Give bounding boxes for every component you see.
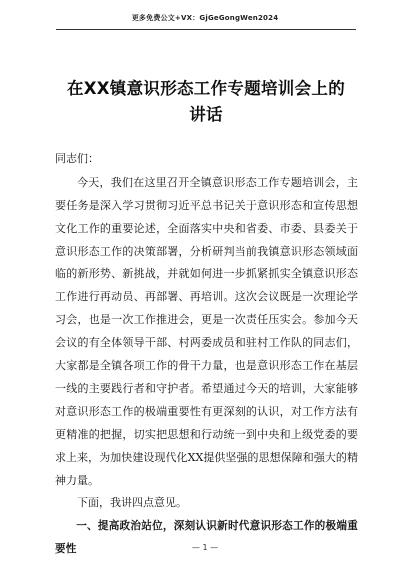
page-number: — 1 — <box>191 543 219 552</box>
paragraph-intro: 今天，我们在这里召开全镇意识形态工作专题培训会，主要任务是深入学习贯彻习近平总书记关于意识形态和宣传思想文化工作的重要论述，全面落实中央和省委、市委、县委关于意识形态工作的决策部署，分析研判当前我镇意识形态领域面临的新形势、新挑战，并就如何进一步抓紧抓实全镇意识形态工作进行再动员、再部署、再培训。这次会议既是一次理论学习会，也是一次工作推进会，更是一次责任压实会。参加今天会议的有全体领导干部、村两委成员和驻村工作队的同志们，大家都是全镇各项工作的骨干力量，也是意识形态工作在基层一线的主要践行者和守护者。希望通过今天的培训，大家能够对意识形态工作的极端重要性有更深刻的认识，对工作方法有更精准的把握，切实把思想和行动统一到中央和上级党委的要求上来，为加快建设现代化XX提供坚强的思想保障和强大的精神力量。 <box>55 175 358 487</box>
salutation: 同志们： <box>55 152 99 165</box>
header-divider <box>56 29 356 30</box>
section-heading-1: 一、提高政治站位，深刻认识新时代意识形态工作的极端重要性 <box>55 520 358 556</box>
paragraph-transition: 下面，我讲四点意见。 <box>77 496 187 510</box>
document-title: 在XX镇意识形态工作专题培训会上的讲话 <box>66 79 346 124</box>
header-note: 更多免费公文+VX：GjGeGongWen2024 <box>131 14 279 22</box>
document-body <box>55 148 358 561</box>
